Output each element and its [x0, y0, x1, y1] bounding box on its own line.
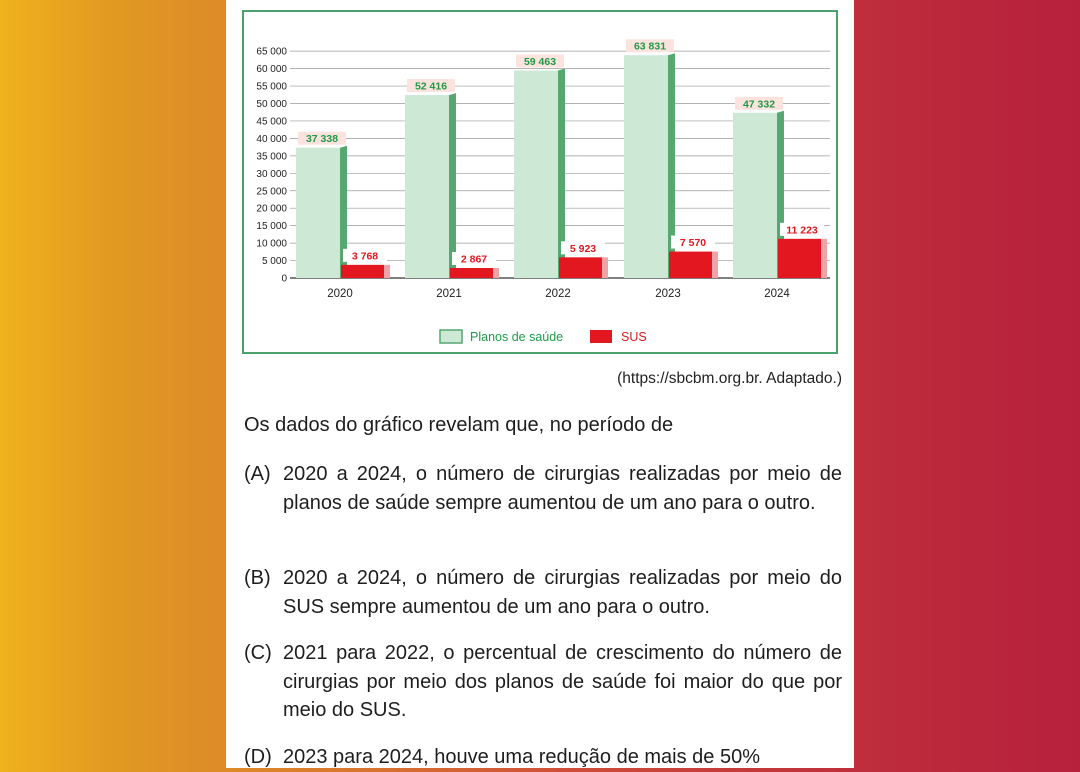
data-label-planos: 63 831	[633, 40, 667, 53]
option-letter: (A)	[244, 463, 271, 485]
data-label-sus: 3 768	[351, 250, 379, 263]
option-letter: (B)	[244, 567, 271, 589]
y-tick-label: 45 000	[256, 116, 287, 128]
option-c[interactable]	[244, 639, 842, 725]
legend-swatch-planos	[440, 330, 462, 343]
chart-svg	[244, 12, 836, 352]
option-text: 2020 a 2024, o número de cirurgias realizadas por meio de planos de saúde sempre aumentou de um ano para o outro.	[283, 463, 842, 514]
x-tick-label: 2021	[436, 288, 462, 300]
bar-sus	[559, 257, 602, 278]
option-text: 2020 a 2024, o número de cirurgias realizadas por meio do SUS sempre aumentou de um ano para o outro.	[283, 567, 842, 618]
y-tick-label: 20 000	[256, 203, 287, 215]
y-tick-label: 35 000	[256, 151, 287, 163]
bar-planos	[624, 55, 668, 278]
x-tick-label: 2024	[764, 288, 790, 300]
data-label-planos: 37 338	[305, 133, 339, 146]
option-letter: (C)	[244, 642, 272, 664]
bar-planos	[733, 113, 777, 278]
source-caption: (https://sbcbm.org.br. Adaptado.)	[617, 370, 842, 387]
legend-label-sus: SUS	[621, 330, 647, 344]
bar-side	[449, 93, 456, 278]
data-label-sus: 2 867	[460, 253, 488, 266]
bar-planos	[514, 70, 558, 278]
option-letter: (D)	[244, 746, 272, 768]
y-tick-label: 30 000	[256, 168, 287, 180]
y-tick-label: 0	[281, 273, 287, 285]
question-stem: Os dados do gráfico revelam que, no período de	[244, 414, 674, 436]
legend-label-planos: Planos de saúde	[470, 330, 564, 344]
data-label-sus: 5 923	[569, 242, 597, 255]
y-tick-label: 5 000	[261, 256, 287, 268]
option-b[interactable]	[244, 564, 842, 621]
y-tick-label: 15 000	[256, 221, 287, 233]
y-tick-label: 60 000	[256, 64, 287, 76]
y-tick-label: 55 000	[256, 81, 287, 93]
data-label-planos: 47 332	[742, 98, 776, 111]
x-tick-label: 2023	[655, 288, 681, 300]
bar-sus	[341, 265, 384, 278]
option-text: 2023 para 2024, houve uma redução de mais de 50%	[283, 746, 761, 768]
bar-sus	[669, 252, 712, 278]
data-label-sus: 11 223	[786, 224, 818, 237]
y-tick-label: 50 000	[256, 99, 287, 110]
data-label-planos: 59 463	[523, 55, 557, 68]
question-page	[226, 0, 854, 768]
y-tick-label: 10 000	[256, 238, 287, 250]
bar-sus	[778, 239, 821, 278]
option-text: 2021 para 2022, o percentual de crescimento do número de cirurgias por meio dos planos de saúde foi maior do que por meio do SUS.	[283, 642, 842, 721]
bar-side	[821, 239, 827, 278]
bar-side	[384, 265, 390, 278]
option-a[interactable]	[244, 460, 842, 517]
bar-chart	[242, 10, 838, 354]
legend-swatch-sus	[590, 330, 612, 343]
data-label-planos: 52 416	[414, 80, 448, 93]
bar-planos	[405, 95, 449, 278]
bar-side	[712, 252, 718, 278]
bar-side	[493, 268, 499, 278]
y-tick-label: 65 000	[256, 46, 287, 58]
y-tick-label: 40 000	[256, 133, 287, 145]
bar-side	[602, 257, 608, 278]
x-tick-label: 2020	[327, 288, 353, 300]
bar-sus	[450, 268, 493, 278]
data-label-sus: 7 570	[679, 237, 707, 250]
bar-planos	[296, 148, 340, 278]
option-d[interactable]	[244, 743, 842, 772]
y-tick-label: 25 000	[256, 186, 287, 198]
x-tick-label: 2022	[545, 288, 571, 300]
